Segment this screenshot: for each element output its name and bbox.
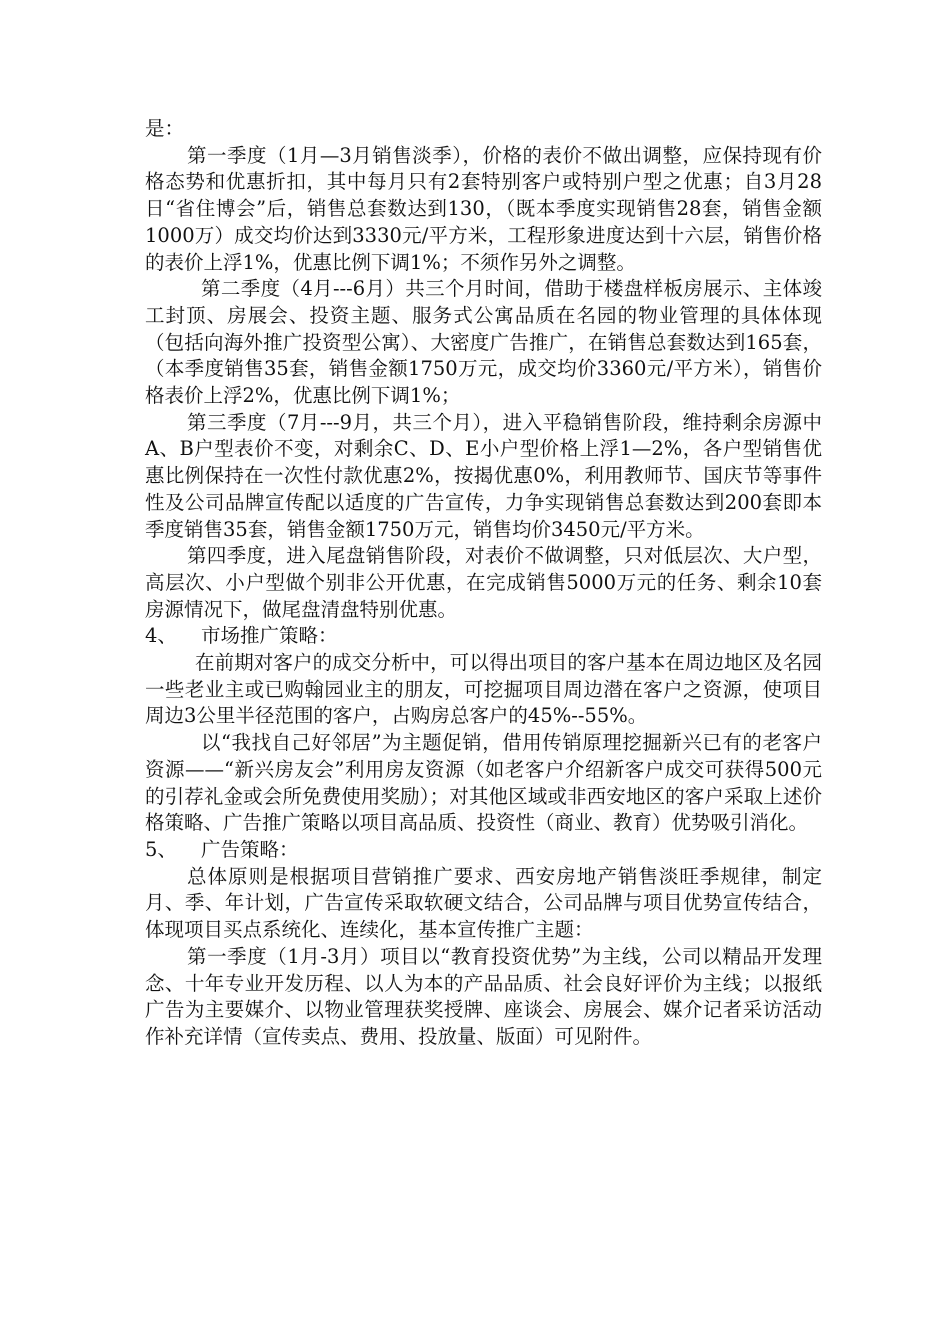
- section-heading-advertising: [145, 837, 822, 864]
- paragraph-intro: 是：: [145, 117, 185, 140]
- paragraph-ad-principle: 总体原则是根据项目营销推广要求、西安房地产销售淡旺季规律，制定月、季、年计划，广告宣传采取软硬文结合，公司品牌与项目优势宣传结合，体现项目买点系统化、连续化，基本宣传推广主题：: [145, 864, 822, 942]
- paragraph-customer-analysis: 在前期对客户的成交分析中，可以得出项目的客户基本在周边地区及名园一些老业主或已购翰园业主的朋友，可挖掘项目周边潜在客户之资源，使项目周边3公里半径范围的客户，占购房总客户的45%--55%。: [145, 651, 822, 728]
- paragraph-q3-pricing: 第三季度（7月---9月，共三个月），进入平稳销售阶段，维持剩余房源中A、B户型表价不变，对剩余C、D、E小户型价格上浮1—2%，各户型销售优惠比例保持在一次性付款优惠2%，按揭优惠0%，利用教师节、国庆节等事件性及公司品牌宣传配以适度的广告宣传，力争实现销售总套数达到200套即本季度销售35套，销售金额1750万元，销售均价3450元/平方米。: [145, 410, 822, 541]
- section-number: 4、: [145, 624, 177, 648]
- paragraph-q1-advertising: 第一季度（1月-3月）项目以“教育投资优势”为主线，公司以精品开发理念、十年专业开发历程、以人为本的产品品质、社会良好评价为主线；以报纸广告为主要媒介、以物业管理获奖授牌、座谈会、房展会、媒介记者采访活动作补充详情（宣传卖点、费用、投放量、版面）可见附件。: [145, 944, 822, 1048]
- section-heading-marketing: [145, 623, 822, 650]
- paragraph-q2-pricing: 第二季度（4月---6月）共三个月时间，借助于楼盘样板房展示、主体竣工封顶、房展会、投资主题、服务式公寓品质在名园的物业管理的具体体现（包括向海外推广投资型公寓）、大密度广告推广，在销售总套数达到165套，（本季度销售35套，销售金额1750万元，成交均价3360元/平方米），销售价格表价上浮2%，优惠比例下调1%；: [145, 277, 822, 408]
- section-title: 市场推广策略：: [201, 624, 338, 648]
- document-body: [145, 116, 822, 1051]
- paragraph-q1-pricing: 第一季度（1月—3月销售淡季），价格的表价不做出调整，应保持现有价格态势和优惠折扣，其中每月只有2套特别客户或特别户型之优惠；自3月28日“省住博会”后，销售总套数达到130，（既本季度实现销售28套，销售金额1000万）成交均价达到3330元/平方米，工程形象进度达到十六层，销售价格的表价上浮1%，优惠比例下调1%；不须作另外之调整。: [145, 143, 822, 274]
- paragraph-neighbor-promotion: 以“我找自己好邻居”为主题促销，借用传销原理挖掘新兴已有的老客户资源——“新兴房友会”利用房友资源（如老客户介绍新客户成交可获得500元的引荐礼金或会所免费使用奖励）；对其他区域或非西安地区的客户采取上述价格策略、广告推广策略以项目高品质、投资性（商业、教育）优势吸引消化。: [145, 731, 822, 835]
- section-number: 5、: [145, 837, 177, 861]
- section-title: 广告策略：: [201, 837, 299, 861]
- paragraph-q4-pricing: 第四季度，进入尾盘销售阶段，对表价不做调整，只对低层次、大户型，高层次、小户型做个别非公开优惠，在完成销售5000万元的任务、剩余10套房源情况下，做尾盘清盘特别优惠。: [145, 544, 822, 621]
